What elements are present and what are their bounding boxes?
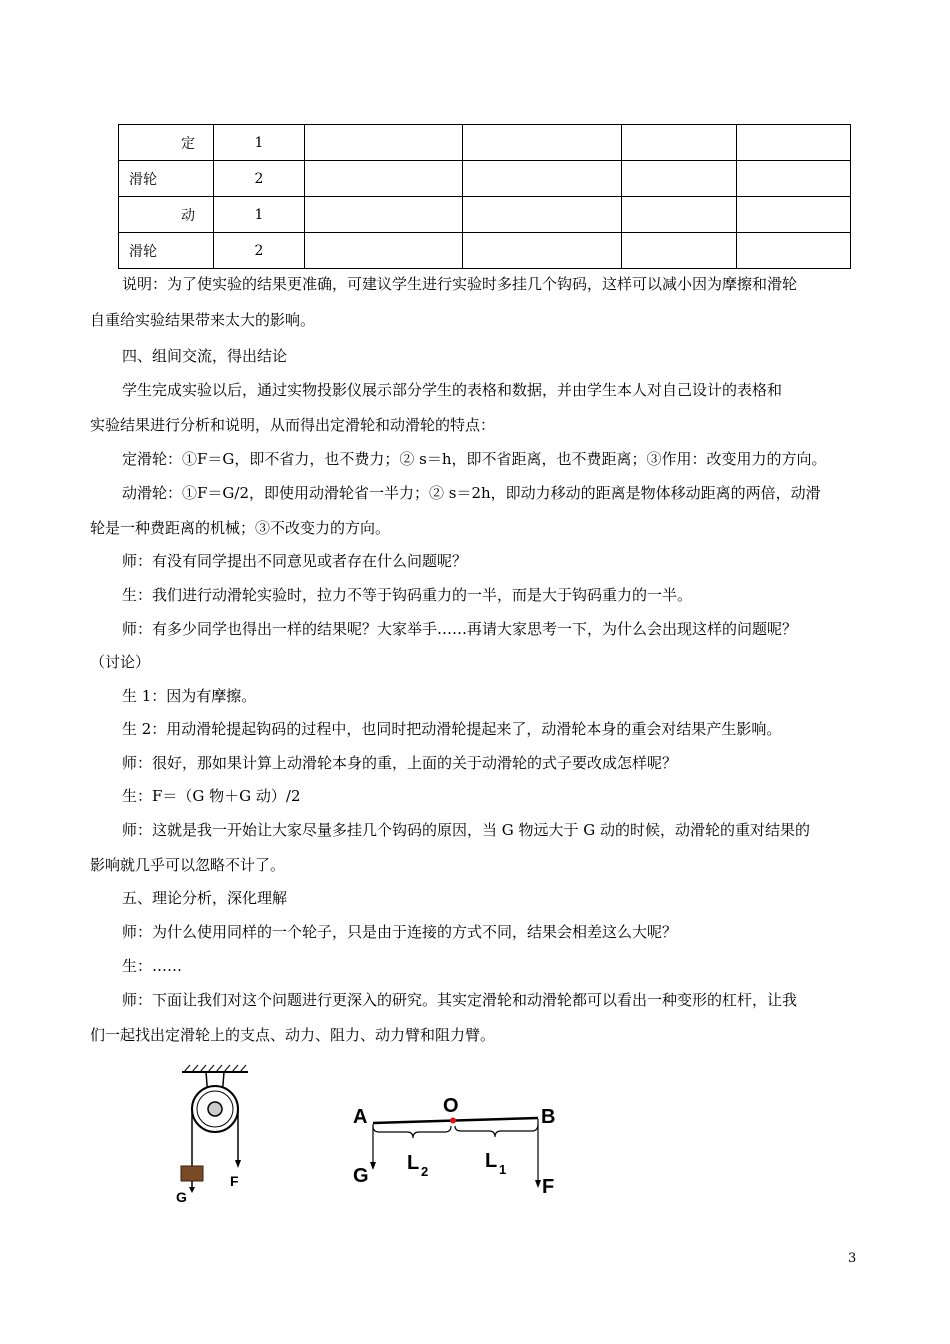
table-row <box>119 125 851 161</box>
paragraph-line: 师：为什么使用同样的一个轮子，只是由于连接的方式不同，结果会相差这么大呢？ <box>122 923 678 941</box>
paragraph-line: 们一起找出定滑轮上的支点、动力、阻力、动力臂和阻力臂。 <box>90 1026 496 1044</box>
paragraph-line: 自重给实验结果带来太大的影响。 <box>90 311 316 329</box>
group-label-top: 动 <box>119 197 214 233</box>
arm-l2-subscript: 2 <box>421 1164 429 1179</box>
arm-l2-label: L <box>407 1152 420 1174</box>
paragraph-line: 轮是一种费距离的机械；③不改变力的方向。 <box>90 519 391 537</box>
section-heading: 五、理论分析，深化理解 <box>122 889 288 907</box>
paragraph-line: 定滑轮：①F＝G，即不省力，也不费力；② s＝h，即不省距离，也不费距离；③作用：改变用力的方向。 <box>122 450 827 468</box>
table-row <box>119 197 851 233</box>
force-label: F <box>230 1173 239 1189</box>
table-cell <box>737 161 851 197</box>
fulcrum-o-label: O <box>443 1095 459 1117</box>
weight-label: G <box>176 1189 187 1205</box>
table-cell <box>622 233 737 269</box>
group-label-top: 定 <box>119 125 214 161</box>
arm-l1-subscript: 1 <box>499 1162 507 1177</box>
trial-number: 1 <box>214 125 305 161</box>
paragraph-line: 生：…… <box>122 957 183 975</box>
trial-number: 2 <box>214 161 305 197</box>
paragraph-line: 生：F＝（G 物＋G 动）/2 <box>122 787 301 805</box>
table-cell <box>622 161 737 197</box>
paragraph-line: 师：很好，那如果计算上动滑轮本身的重，上面的关于动滑轮的式子要改成怎样呢？ <box>122 754 678 772</box>
table-cell <box>463 161 622 197</box>
paragraph-line: 实验结果进行分析和说明，从而得出定滑轮和动滑轮的特点： <box>90 416 496 434</box>
table-cell <box>305 161 463 197</box>
table-cell <box>305 125 463 161</box>
paragraph-line: 动滑轮：①F＝G/2，即使用动滑轮省一半力；② s＝2h，即动力移动的距离是物体移动距离的两倍，动滑 <box>122 484 821 502</box>
table-cell <box>622 125 737 161</box>
table-cell <box>737 125 851 161</box>
table-cell <box>463 125 622 161</box>
arm-l1-label: L <box>485 1150 498 1172</box>
table-cell <box>737 233 851 269</box>
fixed-pulley-figure <box>170 1062 260 1212</box>
force-f-label: F <box>542 1176 555 1198</box>
paragraph-line: 生 2：用动滑轮提起钩码的过程中，也同时把动滑轮提起来了，动滑轮本身的重会对结果产生影响。 <box>122 720 782 738</box>
page-number: 3 <box>848 1251 857 1266</box>
paragraph-line: 说明：为了使实验的结果更准确，可建议学生进行实验时多挂几个钩码，这样可以减小因为摩擦和滑轮 <box>122 275 798 293</box>
experiment-table <box>118 124 851 269</box>
paragraph-line: 学生完成实验以后，通过实物投影仪展示部分学生的表格和数据，并由学生本人对自己设计的表格和 <box>122 381 783 399</box>
paragraph-line: 师：这就是我一开始让大家尽量多挂几个钩码的原因，当 G 物远大于 G 动的时候，动滑轮的重对结果的 <box>122 821 811 839</box>
group-label-bottom: 滑轮 <box>119 233 214 269</box>
table-cell <box>305 197 463 233</box>
table-cell <box>622 197 737 233</box>
table-cell <box>305 233 463 269</box>
paragraph-line: 生：我们进行动滑轮实验时，拉力不等于钩码重力的一半，而是大于钩码重力的一半。 <box>122 586 693 604</box>
paragraph-line: 师：有多少同学也得出一样的结果呢？大家举手……再请大家思考一下，为什么会出现这样的问题呢？ <box>122 620 798 638</box>
lever-diagram <box>345 1088 575 1206</box>
paragraph-line: 影响就几乎可以忽略不计了。 <box>90 856 286 874</box>
table-cell <box>737 197 851 233</box>
table-cell <box>463 197 622 233</box>
paragraph-line: 师：下面让我们对这个问题进行更深入的研究。其实定滑轮和动滑轮都可以看出一种变形的杠杆，让我 <box>122 991 798 1009</box>
paragraph-line: （讨论） <box>90 653 151 671</box>
table-row <box>119 161 851 197</box>
weight-g-label: G <box>353 1165 369 1187</box>
trial-number: 1 <box>214 197 305 233</box>
paragraph-line: 师：有没有同学提出不同意见或者存在什么问题呢？ <box>122 552 468 570</box>
group-label-bottom: 滑轮 <box>119 161 214 197</box>
section-heading: 四、组间交流，得出结论 <box>122 347 288 365</box>
point-a-label: A <box>353 1106 368 1128</box>
point-b-label: B <box>541 1106 556 1128</box>
table-row <box>119 233 851 269</box>
paragraph-line: 生 1：因为有摩擦。 <box>122 687 257 705</box>
table-cell <box>463 233 622 269</box>
trial-number: 2 <box>214 233 305 269</box>
